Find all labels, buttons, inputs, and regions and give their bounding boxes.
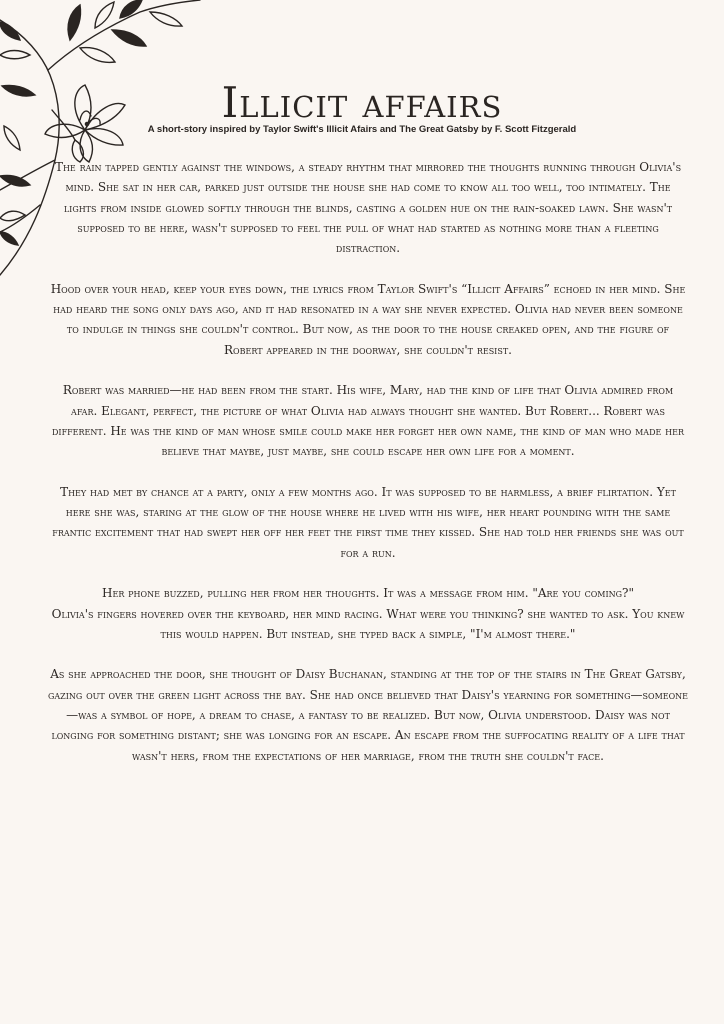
story-paragraph: Hood over your head, keep your eyes down, the lyrics from Taylor Swift's “Illicit Affairs” echoed in her mind. She had heard the song only days ago, and it had resonated in a way she never expected. Olivia had never been someone to indulge in things she couldn't control. But now, as the door to the house creaked open, and the figure of Robert appeared in the doorway, she couldn't resist. [50,281,686,357]
story-paragraph: The rain tapped gently against the windows, a steady rhythm that mirrored the thoughts running through Olivia's mind. She sat in her car, parked just outside the house she had come to know all too well, too intimately. The lights from inside glowed softly through the blinds, casting a golden hue on the rain-soaked lawn. She wasn't supposed to be here, wasn't supposed to feel the pull of what had started as nothing more than a fleeting distraction. [54,160,682,256]
story-paragraph: They had met by chance at a party, only a few months ago. It was supposed to be harmless, a brief flirtation. Yet here she was, staring at the glow of the house where he lived with his wife, her heart pounding with the same frantic excitement that had swept her off her feet the first time they kissed. She had told her friends she was out for a run. [52,484,684,560]
page-subtitle: A short-story inspired by Taylor Swift's Illicit Afairs and The Great Gatsby by F. Scott Fitzgerald [147,124,577,135]
message-line: Her phone buzzed, pulling her from her thoughts. It was a message from him. "Are you coming?" [102,586,634,601]
story-paragraph: As she approached the door, she thought of Daisy Buchanan, standing at the top of the stairs in The Great Gatsby, gazing out over the green light across the bay. She had once believed that Daisy's yearning for something—someone—was a symbol of hope, a dream to chase, a fantasy to be realized. But now, Olivia understood. Daisy was not longing for something distant; she was longing for an escape. An escape from the suffocating reality of a life that wasn't hers, from the expectations of her marriage, from the truth she couldn't face. [48,667,689,763]
reply-line: Olivia's fingers hovered over the keyboard, her mind racing. What were you thinking? she wanted to ask. You knew this would happen. But instead, she typed back a simple, "I'm almost there." [51,606,685,641]
story-body [48,157,688,786]
story-paragraph: Robert was married—he had been from the start. His wife, Mary, had the kind of life that Olivia admired from afar. Elegant, perfect, the picture of what Olivia had always thought she wanted. But Robert... Robert was different. He was the kind of man whose smile could make her forget her own name, the kind of man who made her believe that maybe, just maybe, she could escape her own life for a moment. [52,383,684,459]
page-title: Illicit affairs [221,78,503,127]
story-paragraph-message [48,583,688,644]
